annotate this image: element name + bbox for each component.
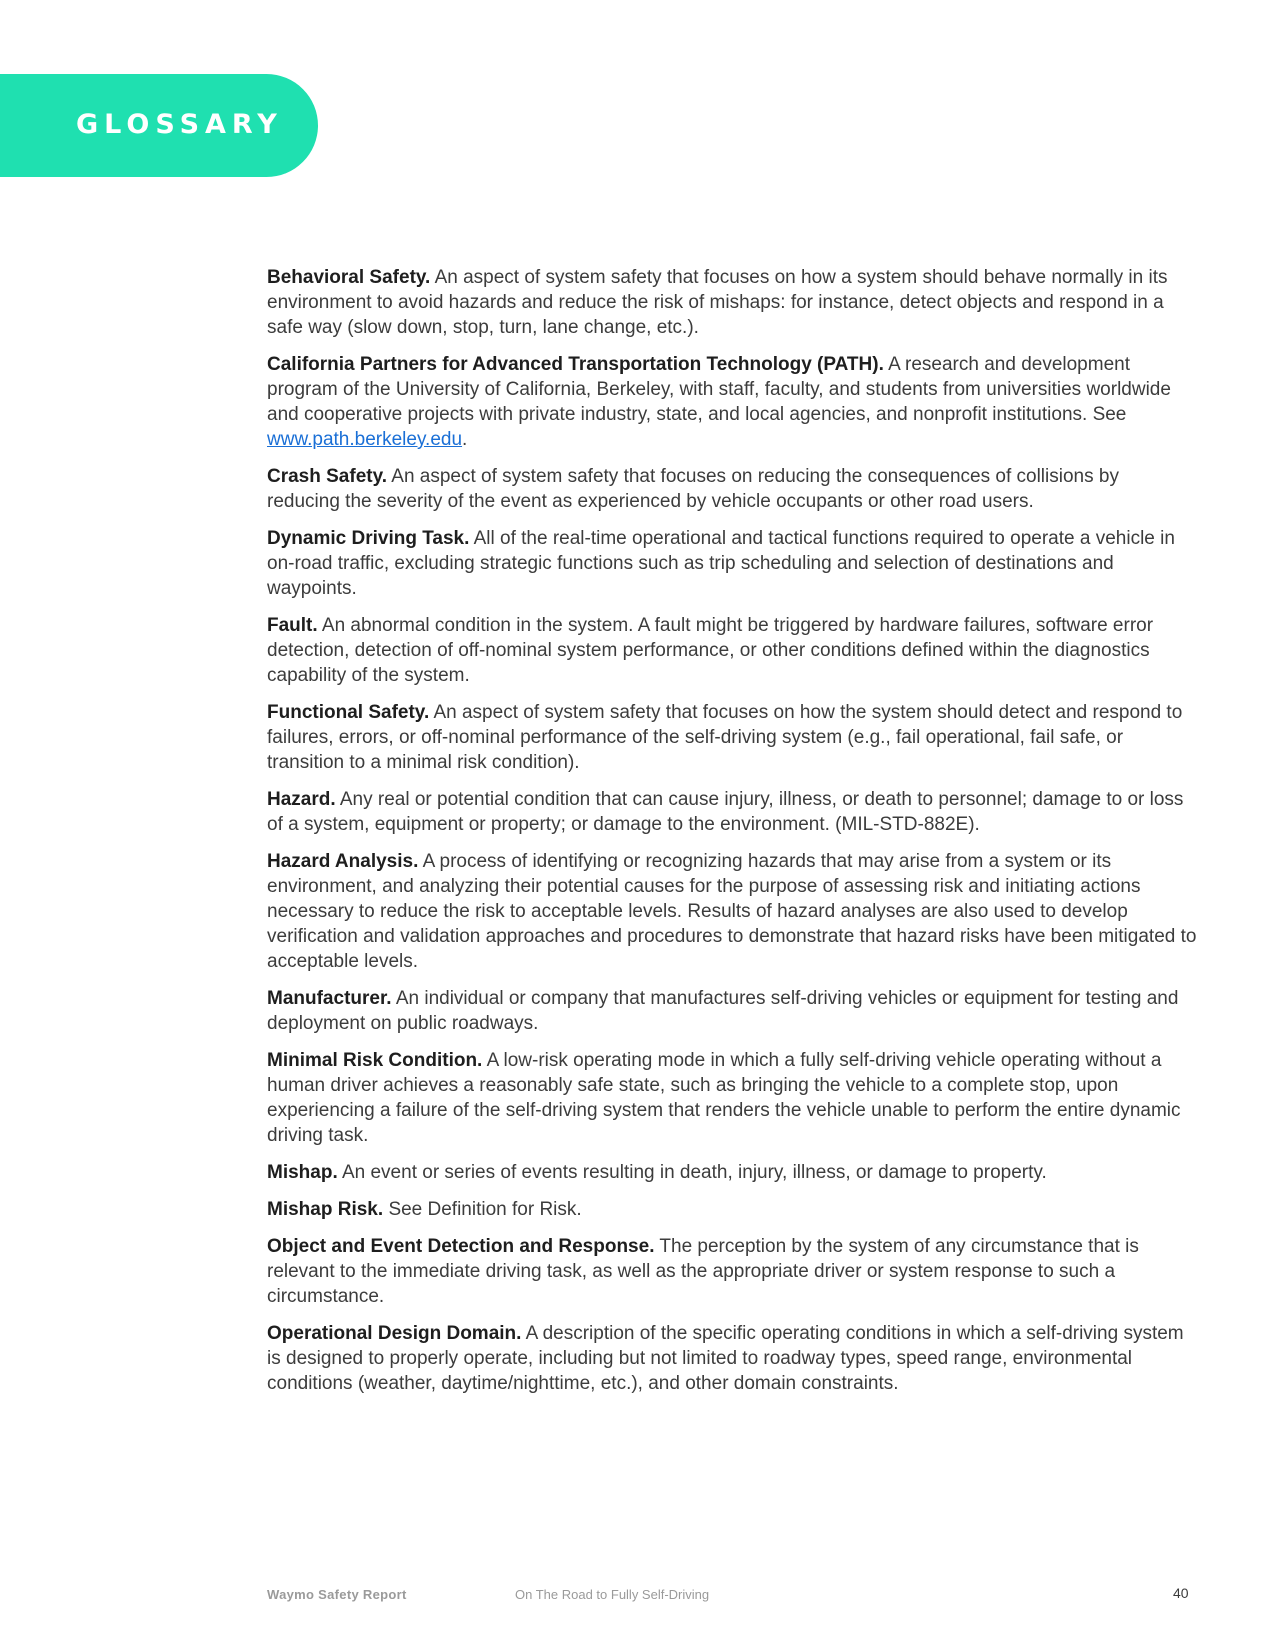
page-number: 40 [1173,1585,1189,1601]
footer-subtitle: On The Road to Fully Self-Driving [515,1587,710,1602]
glossary-definition: Any real or potential condition that can cause injury, illness, or death to personnel; damage to or loss of a system, equipment or property; or damage to the environment. (MIL-STD-882E). [267,789,1184,835]
glossary-entry [267,849,1197,974]
glossary-entry [267,352,1197,452]
glossary-term: Manufacturer. [267,988,392,1009]
glossary-entry [267,526,1197,601]
footer-report-title: Waymo Safety Report [267,1587,407,1602]
glossary-entry [267,464,1197,514]
glossary-term: Dynamic Driving Task. [267,528,470,549]
glossary-term: Minimal Risk Condition. [267,1050,483,1071]
glossary-entry [267,1234,1197,1309]
path-website-link[interactable]: www.path.berkeley.edu [267,429,463,450]
glossary-term: Functional Safety. [267,702,430,723]
glossary-entry [267,1048,1197,1148]
glossary-definition: An individual or company that manufactures self-driving vehicles or equipment for testing and deployment on public roadways. [267,988,1179,1034]
page-title: GLOSSARY [76,109,283,140]
glossary-definition: The perception by the system of any circumstance that is relevant to the immediate driving task, as well as the appropriate driver or system response to such a circumstance. [267,1236,1139,1307]
glossary-entry [267,1321,1197,1396]
glossary-definition: An event or series of events resulting in death, injury, illness, or damage to property. [341,1162,1047,1183]
glossary-definition: See Definition for Risk. [388,1199,582,1220]
glossary-definition: An aspect of system safety that focuses on reducing the consequences of collisions by reducing the severity of the event as experienced by vehicle occupants or other road users. [267,466,1119,512]
glossary-definition: A research and development program of the University of California, Berkeley, with staff, faculty, and students from universities worldwide and cooperative projects with private industry, state, and local agencies, and nonprofit institutions. See [267,354,1171,425]
glossary-entry [267,1197,1197,1222]
glossary-term: Fault. [267,615,318,636]
glossary-term: California Partners for Advanced Transportation Technology (PATH). [267,354,884,375]
glossary-term: Behavioral Safety. [267,267,431,288]
glossary-term: Hazard Analysis. [267,851,419,872]
glossary-definition: A low-risk operating mode in which a fully self-driving vehicle operating without a human driver achieves a reasonably safe state, such as bringing the vehicle to a complete stop, upon experiencing a failure of the self-driving system that renders the vehicle unable to perform the entire dynamic driving task. [267,1050,1181,1146]
glossary-term: Operational Design Domain. [267,1323,522,1344]
glossary-term: Mishap. [267,1162,338,1183]
glossary-definition: An aspect of system safety that focuses on how the system should detect and respond to failures, errors, or off-nominal performance of the self-driving system (e.g., fail operational, fail safe, or transition to a minimal risk condition). [267,702,1183,773]
definition-suffix: . [462,429,468,450]
glossary-term: Hazard. [267,789,336,810]
glossary-entry [267,986,1197,1036]
glossary-term: Object and Event Detection and Response. [267,1236,655,1257]
glossary-definition: A description of the specific operating conditions in which a self-driving system is designed to properly operate, including but not limited to roadway types, speed range, environmental conditions (weather, daytime/nighttime, etc.), and other domain constraints. [267,1323,1184,1394]
glossary-definition: An abnormal condition in the system. A fault might be triggered by hardware failures, software error detection, detection of off-nominal system performance, or other conditions defined within the diagnostics capability of the system. [267,615,1154,686]
glossary-entry [267,265,1197,340]
glossary-entry [267,787,1197,837]
glossary-definition: An aspect of system safety that focuses on how a system should behave normally in its environment to avoid hazards and reduce the risk of mishaps: for instance, detect objects and respond in a safe way (slow down, stop, turn, lane change, etc.). [267,267,1168,338]
glossary-entry [267,700,1197,775]
glossary-entry [267,1160,1197,1185]
glossary-definition: All of the real-time operational and tactical functions required to operate a vehicle in on-road traffic, excluding strategic functions such as trip scheduling and selection of destinations and waypoints. [267,528,1175,599]
glossary-entry [267,613,1197,688]
glossary-list [267,265,1197,1408]
glossary-term: Mishap Risk. [267,1199,384,1220]
glossary-term: Crash Safety. [267,466,388,487]
glossary-definition: A process of identifying or recognizing hazards that may arise from a system or its environment, and analyzing their potential causes for the purpose of assessing risk and initiating actions necessary to reduce the risk to acceptable levels. Results of hazard analyses are also used to develop verification and validation approaches and procedures to demonstrate that hazard risks have been mitigated to acceptable levels. [267,851,1197,972]
